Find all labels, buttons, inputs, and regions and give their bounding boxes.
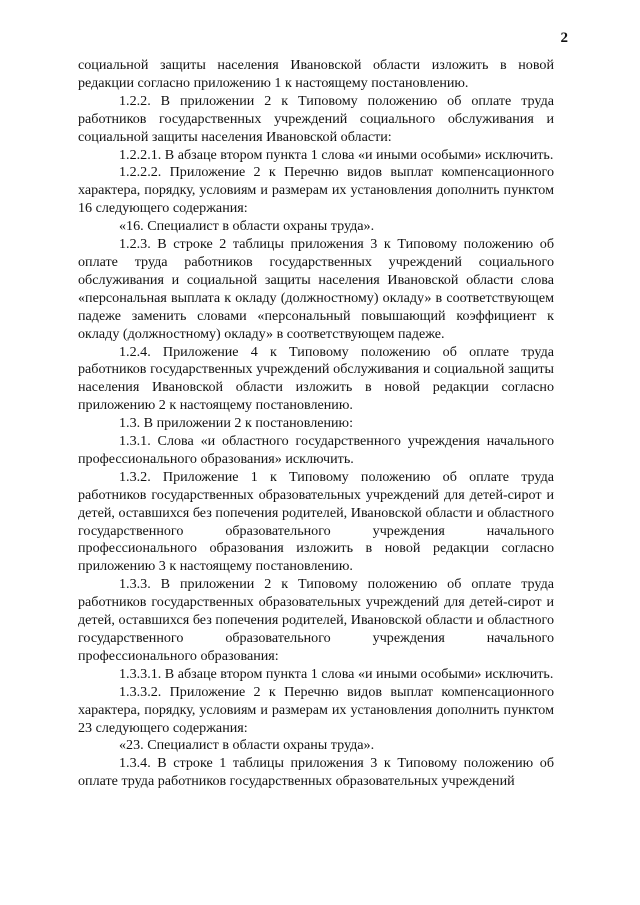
paragraph: 1.3. В приложении 2 к постановлению: <box>119 415 354 432</box>
paragraph: 1.3.4. В строке 1 таблицы приложения 3 к Типовому положению об оплате труда работников государственных образовательных учреждений <box>78 755 554 790</box>
paragraph: 1.2.2. В приложении 2 к Типовому положению об оплате труда работников государственных учреждений социального обслуживания и социальной защиты населения Ивановской области: <box>78 92 554 145</box>
paragraph: 1.2.4. Приложение 4 к Типовому положению об оплате труда работников государственных учреждений обслуживания и социальной защиты населения Ивановской области изложить в новой редакции согласно приложению 2 к настоящему постановлению. <box>78 343 554 414</box>
paragraph: социальной защиты населения Ивановской области изложить в новой редакции согласно приложению 1 к настоящему постановлению. <box>78 57 554 91</box>
document-body <box>78 57 554 791</box>
paragraph: 1.3.3.1. В абзаце втором пункта 1 слова «и иными особыми» исключить. <box>119 665 554 682</box>
paragraph: 1.2.3. В строке 2 таблицы приложения 3 к Типовому положению об оплате труда работников государственных учреждений социального обслуживания и социальной защиты населения Ивановской области слова «персональная выплата к окладу (должностному) окладу» в соответствующем падеже заменить словами «персональный повышающий коэффициент к окладу (должностному) окладу» в соответствующем падеже. <box>78 236 554 342</box>
page-number: 2 <box>560 30 568 46</box>
paragraph: 1.2.2.1. В абзаце втором пункта 1 слова «и иными особыми» исключить. <box>119 146 554 163</box>
paragraph: 1.3.2. Приложение 1 к Типовому положению об оплате труда работников государственных образовательных учреждений для детей-сирот и детей, оставшихся без попечения родителей, Ивановской области и областного государственного образовательного учреждения начального профессионального образования изложить в новой редакции согласно приложению 3 к настоящему постановлению. <box>78 468 554 575</box>
paragraph: 1.2.2.2. Приложение 2 к Перечню видов выплат компенсационного характера, порядку, условиям и размерам их установления дополнить пунктом 16 следующего содержания: <box>78 164 554 217</box>
paragraph: 1.3.1. Слова «и областного государственного учреждения начального профессионального образования» исключить. <box>78 433 554 467</box>
paragraph: «23. Специалист в области охраны труда». <box>119 737 375 754</box>
paragraph: 1.3.3. В приложении 2 к Типовому положению об оплате труда работников государственных образовательных учреждений для детей-сирот и детей, оставшихся без попечения родителей, Ивановской области и областного государственного образовательного учреждения начального профессионального образования: <box>78 576 554 664</box>
paragraph: «16. Специалист в области охраны труда». <box>119 218 375 235</box>
paragraph: 1.3.3.2. Приложение 2 к Перечню видов выплат компенсационного характера, порядку, условиям и размерам их установления дополнить пунктом 23 следующего содержания: <box>78 683 554 736</box>
